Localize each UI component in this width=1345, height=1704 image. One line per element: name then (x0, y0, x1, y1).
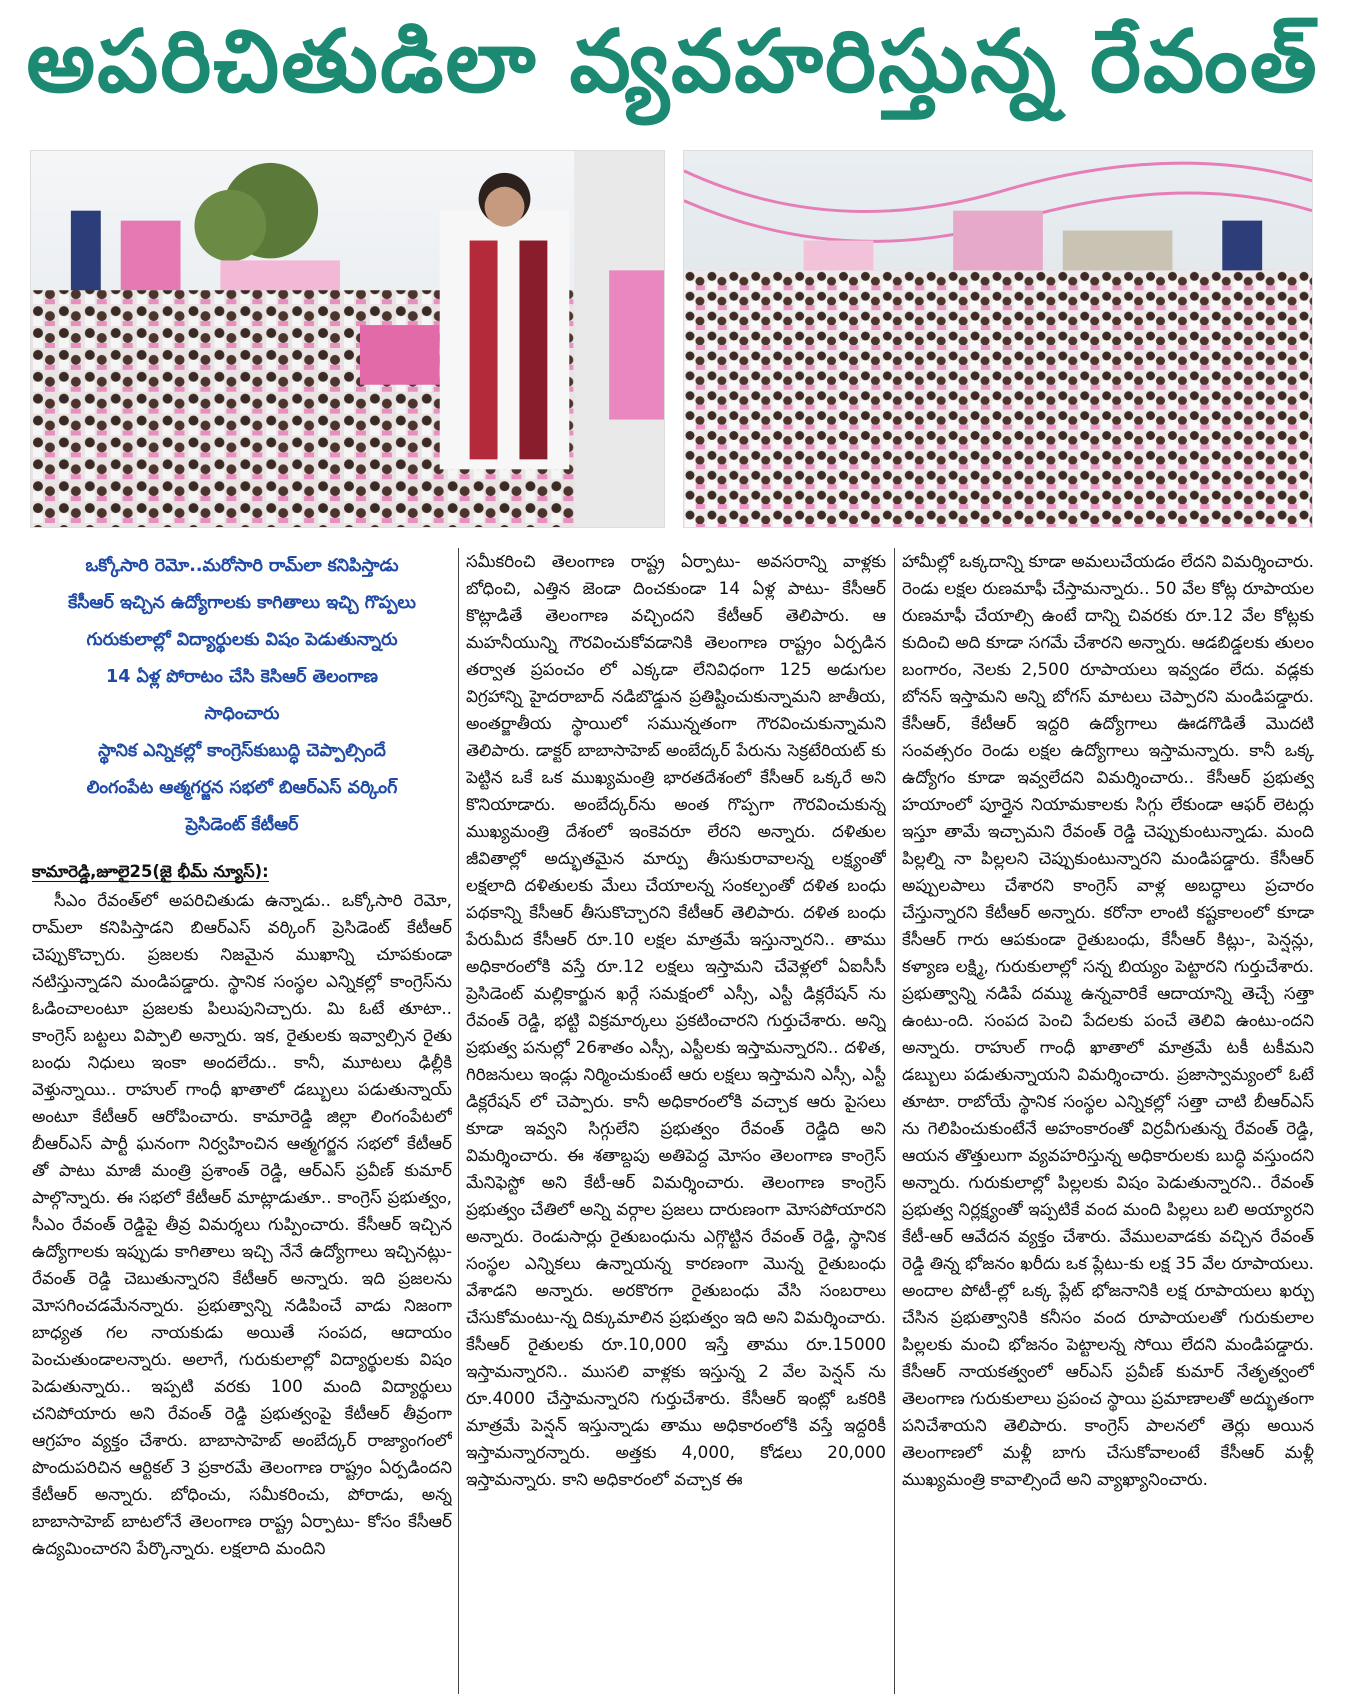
article-column-2 (466, 548, 886, 1698)
article-column-3 (902, 548, 1314, 1698)
headline: అపరిచితుడిలా వ్యవహరిస్తున్న రేవంత్ (26, 11, 1319, 112)
article-body-col3: హామీల్లో ఒక్కదాన్ని కూడా అమలుచేయడం లేదని విమర్శించారు. రెండు లక్షల రుణమాఫీ చేస్తామన్నారు.. 50 వేల కోట్ల రూపాయల రుణమాఫీ చేయాల్సి ఉంటే దాన్ని చివరకు రూ.12 వేల కోట్లకు కుదించి అది కూడా సగమే చేశారని అన్నారు. ఆడబిడ్డలకు తులం బంగారం, నెలకు 2,500 రూపాయలు ఇవ్వడం లేదు. వడ్లకు బోనస్ ఇస్తామని అన్ని బోగస్ మాటలు చెప్పారని మండిపడ్డారు. కేసీఆర్, కేటీఆర్ ఇద్దరి ఉద్యోగాలు ఊడగొడితే మొదటి సంవత్సరం రెండు లక్షల ఉద్యోగాలు ఇస్తామన్నారు. కానీ ఒక్క ఉద్యోగం కూడా ఇవ్వలేదని విమర్శించారు.. కేసీఆర్ ప్రభుత్వ హయాంలో పూర్తైన నియామకాలకు సిగ్గు లేకుండా ఆఫర్ లెటర్లు ఇస్తూ తామే ఇచ్చామని రేవంత్ రెడ్డి చెప్పుకుంటున్నాడు. మంది పిల్లల్ని నా పిల్లలని చెప్పుకుంటున్నారని మండిపడ్డారు. కేసీఆర్ అప్పులపాలు చేశారని కాంగ్రెస్ వాళ్ల అబద్ధాలు ప్రచారం చేస్తున్నారని కేటీఆర్ అన్నారు. కరోనా లాంటి కష్టకాలంలో కూడా కేసీఆర్ గారు ఆపకుండా రైతుబంధు, కేసీఆర్ కిట్లు-, పెన్షన్లు, కళ్యాణ లక్ష్మి, గురుకులాల్లో సన్న బియ్యం పెట్టారని గుర్తుచేశారు. ప్రభుత్వాన్ని నడిపే దమ్ము ఉన్నవారికే ఆదాయాన్ని తెచ్చే సత్తా ఉంటు-ంది. సంపద పెంచి పేదలకు పంచే తెలివి ఉంటు-ందని అన్నారు. రాహుల్ గాంధీ ఖాతాలో మాత్రమే టకీ టకీమని డబ్బులు పడుతున్నాయని విమర్శించారు. ప్రజాస్వామ్యంలో ఓటే తూటా. రాబోయే స్థానిక సంస్థల ఎన్నికల్లో సత్తా చాటి బీఆర్ఎస్ ను గెలిపించుకుంటేనే అహంకారంతో విర్రవీగుతున్న రేవంత్ రెడ్డి, ఆయన తొత్తులుగా వ్యవహరిస్తున్న అధికారులకు బుద్ధి వస్తుందని అన్నారు. గురుకులాల్లో పిల్లలకు విషం పెడుతున్నారని.. రేవంత్ ప్రభుత్వ నిర్లక్ష్యంతో ఇప్పటికే వంద మంది పిల్లలు బలి అయ్యారని కేటీ-ఆర్ ఆవేదన వ్యక్తం చేశారు. వేములవాడకు వచ్చిన రేవంత్ రెడ్డి తిన్న భోజనం ఖరీదు ఒక ప్లేటు-కు లక్ష 35 వేల రూపాయలు. అందాల పోటీ-ల్లో ఒక్క ప్లేట్ భోజనానికి లక్ష రూపాయలు ఖర్చు చేసిన ప్రభుత్వానికి కనీసం వంద రూపాయలతో గురుకులాల పిల్లలకు మంచి భోజనం పెట్టాలన్న సోయి లేదని మండిపడ్డారు. కేసీఆర్ నాయకత్వంలో ఆర్ఎస్ ప్రవీణ్ కుమార్ నేతృత్వంలో తెలంగాణ గురుకులాలు ప్రపంచ స్థాయి ప్రమాణాలతో అద్భుతంగా పనిచేశాయని తెలిపారు. కాంగ్రెస్ పాలనలో తెర్లు అయిన తెలంగాణలో మళ్లీ బాగు చేసుకోవాలంటే కేసీఆర్ మళ్లీ ముఖ్యమంత్రి కావాల్సిందే అని వ్యాఖ్యానించారు. (902, 551, 1314, 1489)
kicker-line: లింగంపేట ఆత్మగర్జన సభలో బిఆర్ఎస్ వర్కింగ్ (86, 778, 398, 798)
article-body-col2: సమీకరించి తెలంగాణ రాష్ట్ర ఏర్పాటు- అవసరాన్ని వాళ్లకు బోధించి, ఎత్తిన జెండా దించకుండా 14 ఏళ్ల పాటు- కేసీఆర్ కొట్లాడితే తెలంగాణ వచ్చిందని కేటీఆర్ తెలిపారు. ఆ మహనీయున్ని గౌరవించుకోవడానికి తెలంగాణ రాష్ట్రం ఏర్పడిన తర్వాత ప్రపంచం లో ఎక్కడా లేనివిధంగా 125 అడుగుల విగ్రహాన్ని హైదరాబాద్ నడిబొడ్డున ప్రతిష్టించుకున్నామని జాతీయ, అంతర్జాతీయ స్థాయిలో సమున్నతంగా గౌరవించుకున్నామని తెలిపారు. డాక్టర్ బాబాసాహెబ్ అంబేద్కర్ పేరును సెక్రటేరియట్ కు పెట్టిన ఒకే ఒక ముఖ్యమంత్రి భారతదేశంలో కేసీఆర్ ఒక్కరే అని కొనియాడారు. అంబేద్కర్‌ను అంత గొప్పగా గౌరవించుకున్న ముఖ్యమంత్రి దేశంలో ఇంకెవరూ లేరని అన్నారు. దళితుల జీవితాల్లో అద్భుతమైన మార్పు తీసుకురావాలన్న లక్ష్యంతో లక్షలాది దళితులకు మేలు చేయాలన్న సంకల్పంతో దళిత బంధు పథకాన్ని కేసీఆర్ తీసుకొచ్చారని కేటీఆర్ తెలిపారు. దళిత బంధు పేరుమీద కేసీఆర్ రూ.10 లక్షల మాత్రమే ఇస్తున్నారని.. తాము అధికారంలోకి వస్తే రూ.12 లక్షలు ఇస్తామని చేవెళ్లలో ఏఐసీసీ ప్రెసిడెంట్ మల్లికార్జున ఖర్గే సమక్షంలో ఎస్సీ, ఎస్టీ డిక్లరేషన్ ను రేవంత్ రెడ్డి, భట్టి విక్రమార్కలు ప్రకటించారని గుర్తుచేశారు. అన్ని ప్రభుత్వ పనుల్లో 26శాతం ఎస్సీ, ఎస్టీలకు ఇస్తామన్నారని.. దళిత, గిరిజనులు ఇండ్లు నిర్మించుకుంటే ఆరు లక్షలు ఇస్తామని ఎస్సీ, ఎస్టీ డిక్లరేషన్ లో చెప్పారు. కానీ అధికారంలోకి వచ్చాక ఆరు పైసలు కూడా ఇవ్వని సిగ్గులేని ప్రభుత్వం రేవంత్ రెడ్డిది అని విమర్శించారు. ఈ శతాబ్దపు అతిపెద్ద మోసం తెలంగాణ కాంగ్రెస్ మేనిఫెస్టో అని కేటీ-ఆర్ విమర్శించారు. తెలంగాణ కాంగ్రెస్ ప్రభుత్వం చేతిలో అన్ని వర్గాల ప్రజలు దారుణంగా మోసపోయారని అన్నారు. రెండుసార్లు రైతుబంధును ఎగ్గొట్టిన రేవంత్ రెడ్డి, స్థానిక సంస్థల ఎన్నికలు ఉన్నాయన్న కారణంగా మొన్న రైతుబంధు వేశాడని అన్నారు. అరకొరగా రైతుబంధు వేసి సంబరాలు చేసుకోమంటు-న్న దిక్కుమాలిన ప్రభుత్వం ఇది అని విమర్శించారు. కేసీఆర్ రైతులకు రూ.10,000 ఇస్తే తాము రూ.15000 ఇస్తామన్నారని.. ముసలి వాళ్లకు ఇస్తున్న 2 వేల పెన్షన్ ను రూ.4000 చేస్తామన్నారని గుర్తుచేశారు. కేసీఆర్ ఇంట్లో ఒకరికి మాత్రమే పెన్షన్ ఇస్తున్నాడు తాము అధికారంలోకి వస్తే ఇద్దరికీ ఇస్తామన్నారన్నారు. అత్తకు 4,000, కోడలు 20,000 ఇస్తామన్నారు. కాని అధికారంలో వచ్చాక ఈ (466, 551, 886, 1489)
kicker-line: సాధించారు (204, 704, 280, 724)
kicker-line: ఒక్కోసారి రెమో..మరోసారి రామ్‌లా కనిపిస్తాడు (85, 556, 399, 576)
column-divider (894, 548, 895, 1694)
article-body-col1: సీఎం రేవంత్‌లో అపరిచితుడు ఉన్నాడు.. ఒక్కోసారి రెమో, రామ్‌లా కనిపిస్తాడని బిఆర్ఎస్ వర్కింగ్ ప్రెసిడెంట్ కేటీఆర్ చెప్పుకొచ్చారు. ప్రజలకు నిజమైన ముఖాన్ని చూపకుండా నటిస్తున్నాడని మండిపడ్డారు. స్థానిక సంస్థల ఎన్నికల్లో కాంగ్రెస్‌ను ఓడించాలంటూ ప్రజలకు పిలుపునిచ్చారు. మి ఓటే తూటా.. కాంగ్రెస్ బట్టలు విప్పాలి అన్నారు. ఇక, రైతులకు ఇవ్వాల్సిన రైతు బంధు నిధులు ఇంకా అందలేదు.. కానీ, మూటలు ఢిల్లీకి వెళ్తున్నాయి.. రాహుల్ గాంధీ ఖాతాలో డబ్బులు పడుతున్నాయ్ అంటూ కేటీఆర్ ఆరోపించారు. కామారెడ్డి జిల్లా లింగంపేటలో బీఆర్ఎస్ పార్టీ ఘనంగా నిర్వహించిన ఆత్మగర్జన సభలో కేటీఆర్ తో పాటు మాజీ మంత్రి ప్రశాంత్ రెడ్డి, ఆర్ఎస్ ప్రవీణ్ కుమార్ పాల్గొన్నారు. ఈ సభలో కేటీఆర్ మాట్లాడుతూ.. కాంగ్రెస్ ప్రభుత్వం, సీఎం రేవంత్ రెడ్డిపై తీవ్ర విమర్శలు గుప్పించారు. కేసీఆర్ ఇచ్చిన ఉద్యోగాలకు ఇప్పుడు కాగితాలు ఇచ్చి నేనే ఉద్యోగాలు ఇచ్చినట్లు- రేవంత్ రెడ్డి చెబుతున్నారని కేటీఆర్ అన్నారు. ఇది ప్రజలను మోసగించడమేనన్నారు. ప్రభుత్వాన్ని నడిపించే వాడు నిజంగా బాధ్యత గల నాయకుడు అయితే సంపద, ఆదాయం పెంచుతుండాలన్నారు. అలాగే, గురుకులాల్లో విద్యార్థులకు విషం పెడుతున్నారు.. ఇప్పటి వరకు 100 మంది విద్యార్థులు చనిపోయారు అని రేవంత్ రెడ్డి ప్రభుత్వంపై కేటీఆర్ తీవ్రంగా ఆగ్రహం వ్యక్తం చేశారు. బాబాసాహెబ్ అంబేద్కర్ రాజ్యాంగంలో పొందుపరిచిన ఆర్టికల్ 3 ప్రకారమే తెలంగాణ రాష్ట్రం ఏర్పడిందని కేటీఆర్ అన్నారు. బోధించు, సమీకరించు, పోరాడు, అన్న బాబాసాహెబ్ బాటలోనే తెలంగాణ రాష్ట్ర ఏర్పాటు- కోసం కేసీఆర్ ఉద్యమించారని పేర్కొన్నారు. లక్షలాది మందిని (32, 890, 452, 1558)
column-divider (458, 548, 459, 1694)
kicker-line: స్థానిక ఎన్నికల్లో కాంగ్రెస్‌కుబుద్ధి చెప్పాల్సిందే (98, 741, 386, 761)
photo-rally-crowd (683, 150, 1313, 528)
photo-ktr-greeting-crowd (30, 150, 665, 528)
kicker-line: ప్రెసిడెంట్ కేటీఆర్ (185, 815, 299, 835)
kicker-line: 14 ఏళ్ల పోరాటం చేసి కెసిఆర్ తెలంగాణ (106, 667, 378, 687)
kicker-highlights (32, 548, 452, 844)
dateline-text: కామారెడ్డి,జూలై25(జై భీమ్ న్యూస్): (32, 862, 269, 881)
kicker-line: కేసీఆర్ ఇచ్చిన ఉద్యోగాలకు కాగితాలు ఇచ్చి గొప్పలు (68, 593, 416, 613)
kicker-line: గురుకులాల్లో విద్యార్థులకు విషం పెడుతున్నారు (86, 630, 398, 650)
dateline (32, 858, 452, 885)
article-column-1 (32, 548, 452, 1698)
